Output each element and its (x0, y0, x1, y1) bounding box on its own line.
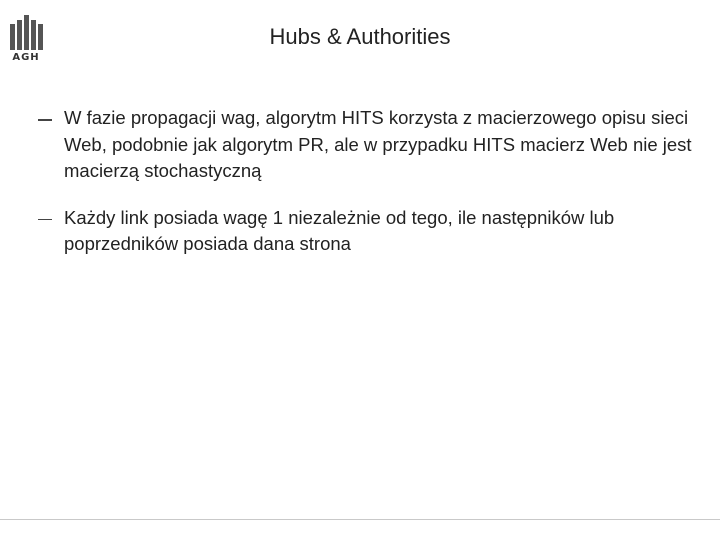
bullet-text: Każdy link posiada wagę 1 niezależnie od tego, ile następników lub poprzedników posiada dana strona (64, 206, 615, 254)
bullet-text: W fazie propagacji wag, algorytm HITS korzysta z macierzowego opisu sieci Web, podobnie jak algorytm PR, ale w przypadku HITS macierz Web nie jest macierzą stochastyczną (64, 107, 692, 181)
bullet-list (38, 105, 698, 278)
slide-title: Hubs & Authorities (269, 24, 451, 49)
dash-bullet-icon (38, 119, 52, 121)
dash-bullet-icon (38, 219, 52, 221)
bullet-item (38, 105, 698, 185)
footer-divider (0, 519, 720, 520)
logo-text: AGH (12, 52, 40, 63)
bullet-item (38, 205, 698, 258)
